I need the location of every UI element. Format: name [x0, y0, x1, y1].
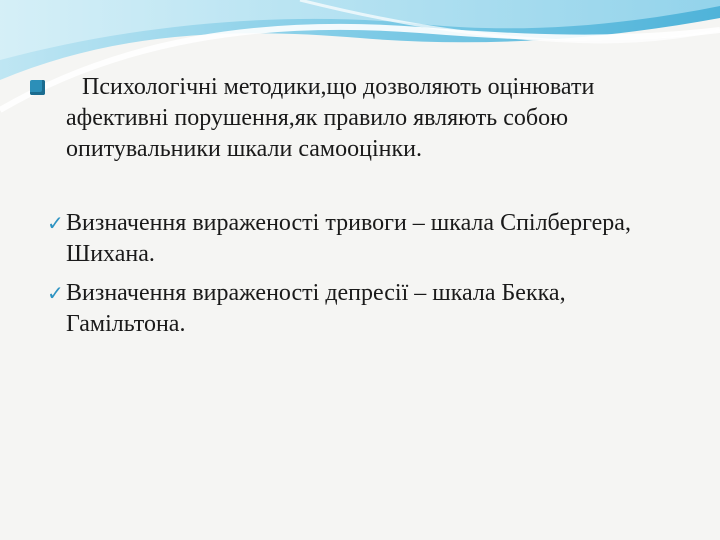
- checkmark-icon: ✓: [47, 211, 64, 235]
- list-item: [66, 208, 706, 270]
- item-continuation: Шихана.: [66, 241, 155, 267]
- intro-paragraph: [30, 72, 700, 165]
- list-item: [66, 278, 706, 340]
- item-first-line: Визначення вираженості тривоги – шкала Спілбергера,: [66, 210, 631, 236]
- item-first-line: Визначення вираженості депресії – шкала Бекка,: [66, 280, 566, 306]
- intro-first-line: Психологічні методики,що дозволяють оцінювати: [82, 74, 595, 100]
- intro-continuation: афективні порушення,як правило являють собою опитувальники шкали самооцінки.: [66, 105, 569, 162]
- item-continuation: Гамільтона.: [66, 311, 186, 337]
- checkmark-icon: ✓: [47, 281, 64, 305]
